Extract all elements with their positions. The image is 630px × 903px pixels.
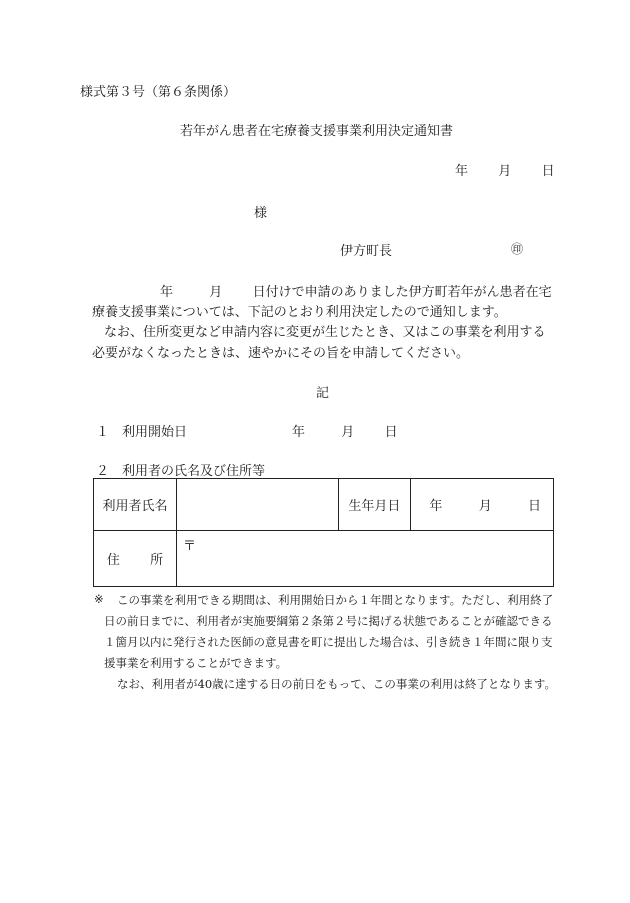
address-label-1: 住 <box>106 553 120 568</box>
item1-day: 日 <box>384 425 398 440</box>
issue-date-day: 日 <box>541 164 555 179</box>
addressee-suffix: 様 <box>254 206 268 221</box>
user-name-field[interactable] <box>177 479 339 531</box>
document-title: 若年がん患者在宅療養支援事業利用決定通知書 <box>180 124 454 139</box>
note-line1: この事業を利用できる期間は、利用開始日から１年間となります。ただし、利用終了 <box>117 593 554 607</box>
form-number: 様式第３号（第６条関係） <box>80 85 237 100</box>
item1-month: 月 <box>341 425 355 440</box>
note-line5: なお、利用者が40歳に達する日の前日をもって、この事業の利用は終了となります。 <box>117 677 556 691</box>
body-para2-line2: 必要がなくなったときは、速やかにその旨を申請してください。 <box>92 346 470 361</box>
issue-date <box>455 160 555 179</box>
item1-label: １ 利用開始日 <box>96 425 188 440</box>
note-line4: 援事業を利用することができます。 <box>104 656 288 670</box>
birth-date-field[interactable] <box>410 479 553 531</box>
note-line2: 日の前日までに、利用者が実施要綱第２条第２号に掲げる状態であることが確認できる <box>104 614 553 628</box>
note-line3: １箇月以内に発行された医師の意見書を町に提出した場合は、引き続き１年間に限り支 <box>104 635 553 649</box>
address-label <box>94 531 177 587</box>
body-date-year: 年 <box>160 285 174 300</box>
user-info-table <box>93 478 554 587</box>
issuer-name: 伊方町長 <box>340 244 393 259</box>
table-row <box>94 479 554 531</box>
body-date-day-text: 日付けで申請のありました伊方町若年がん患者在宅 <box>252 285 552 300</box>
address-field[interactable] <box>177 531 554 587</box>
birth-day: 日 <box>527 499 541 514</box>
table-row <box>94 531 554 587</box>
item1-year: 年 <box>292 425 306 440</box>
address-label-2: 所 <box>150 553 164 568</box>
seal-mark: ㊞ <box>511 242 524 256</box>
body-date-month: 月 <box>209 285 223 300</box>
note-mark: ※ <box>94 592 104 606</box>
birth-date-label: 生年月日 <box>338 479 410 531</box>
postal-mark: 〒 <box>183 539 197 554</box>
body-para1-line1 <box>160 281 552 300</box>
body-para1-line2: 療養支援事業については、下記のとおり利用決定したので通知します。 <box>92 305 507 320</box>
issue-date-year: 年 <box>455 164 469 179</box>
birth-month: 月 <box>478 499 492 514</box>
item1-date <box>292 421 398 440</box>
ki-heading: 記 <box>316 386 330 401</box>
body-para2-line1: なお、住所変更など申請内容に変更が生じたとき、又はこの事業を利用する <box>104 325 546 340</box>
user-name-label: 利用者氏名 <box>94 479 177 531</box>
birth-year: 年 <box>429 499 443 514</box>
item2-label: ２ 利用者の氏名及び住所等 <box>96 464 266 479</box>
issue-date-month: 月 <box>498 164 512 179</box>
